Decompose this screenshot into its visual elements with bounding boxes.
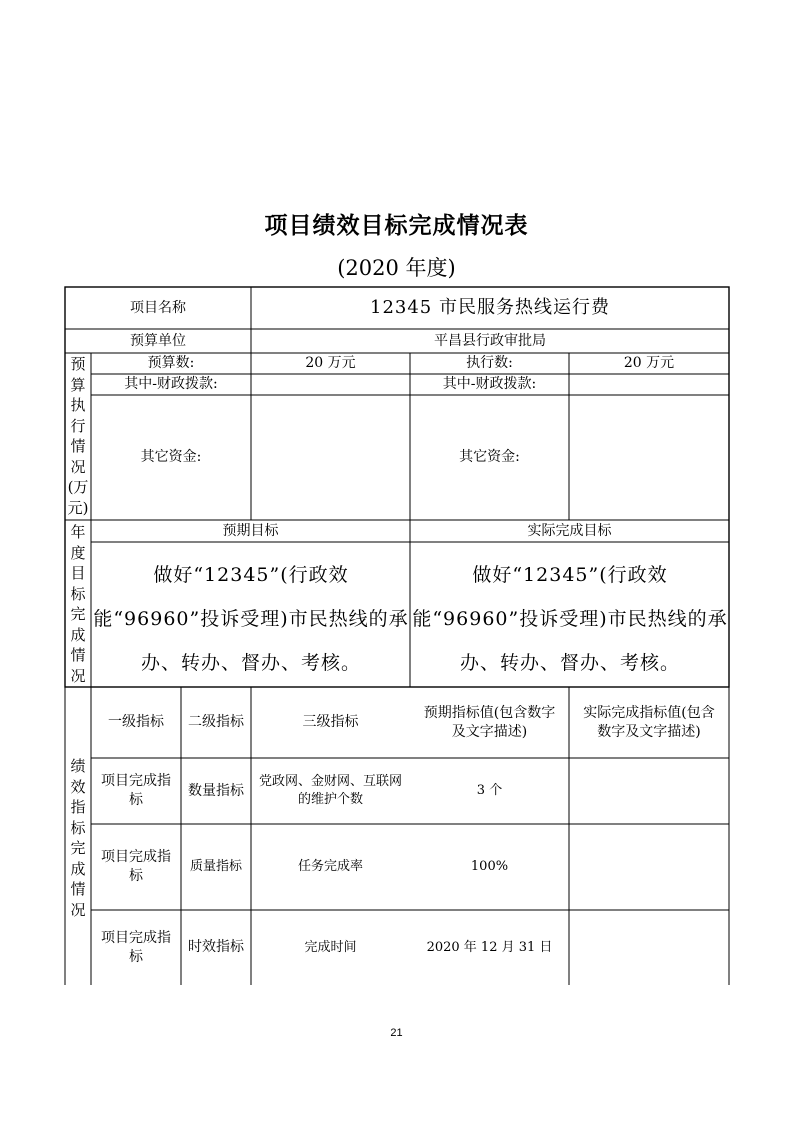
row1-level1: 项目完成指标 xyxy=(101,773,171,808)
row3-actual xyxy=(569,910,729,985)
budget-amount-value: 20 万元 xyxy=(305,355,356,372)
actual-target-text: 做好“12345”(行政效能“96960”投诉受理)市民热线的承办、转办、督办、考核。 xyxy=(412,564,728,674)
project-name-label: 项目名称 xyxy=(130,299,186,316)
row3-expected: 2020 年 12 月 31 日 xyxy=(426,939,553,955)
project-name-value: 12345 市民服务热线运行费 xyxy=(370,296,610,318)
row3-level3: 完成时间 xyxy=(304,939,357,955)
exec-amount-value: 20 万元 xyxy=(623,355,675,372)
row1-actual xyxy=(569,758,729,824)
row2-level1: 项目完成指标 xyxy=(101,849,171,884)
expected-target-text: 做好“12345”(行政效能“96960”投诉受理)市民热线的承办、转办、督办、考核。 xyxy=(93,564,409,674)
budget-amount-label: 预算数: xyxy=(147,355,195,372)
fiscal-allocation-label-left: 其中-财政拨款: xyxy=(124,376,218,393)
row2-expected: 100% xyxy=(470,859,509,875)
annual-side-label: 年 度 目 标 完 成 情 况 xyxy=(70,523,86,685)
header-expected-value: 预期指标值(包含数字及文字描述) xyxy=(423,704,556,740)
fiscal-allocation-label-right: 其中-财政拨款: xyxy=(442,376,537,393)
budget-unit-label: 预算单位 xyxy=(130,332,186,349)
header-level1: 一级指标 xyxy=(108,714,164,731)
header-level2: 二级指标 xyxy=(188,714,244,731)
expected-target-header: 预期目标 xyxy=(222,522,279,539)
row2-level3: 任务完成率 xyxy=(297,859,363,875)
row1-level3: 党政网、金财网、互联网的维护个数 xyxy=(258,774,402,807)
row1-level2: 数量指标 xyxy=(188,782,244,799)
exec-amount-label: 执行数: xyxy=(466,355,513,372)
performance-side-label: 绩 效 指 标 完 成 情 况 xyxy=(70,757,86,919)
page-title: 项目绩效目标完成情况表 xyxy=(264,213,529,239)
other-funds-label-right: 其它资金: xyxy=(459,449,520,466)
row2-level2: 质量指标 xyxy=(189,859,242,875)
row3-level2: 时效指标 xyxy=(188,939,244,956)
row2-actual xyxy=(569,824,729,910)
other-funds-label-left: 其它资金: xyxy=(140,449,202,466)
actual-target-header: 实际完成目标 xyxy=(527,522,612,539)
page-subtitle: (2020 年度) xyxy=(337,256,456,280)
budget-side-label: 预 算 执 行 情 况 (万 元) xyxy=(67,355,89,517)
header-level3: 三级指标 xyxy=(302,714,359,731)
row1-expected: 3 个 xyxy=(476,783,503,799)
header-actual-value: 实际完成指标值(包含数字及文字描述) xyxy=(583,704,715,740)
page-number: 21 xyxy=(390,1027,403,1039)
budget-unit-value: 平昌县行政审批局 xyxy=(434,332,546,349)
row3-level1: 项目完成指标 xyxy=(101,929,171,965)
